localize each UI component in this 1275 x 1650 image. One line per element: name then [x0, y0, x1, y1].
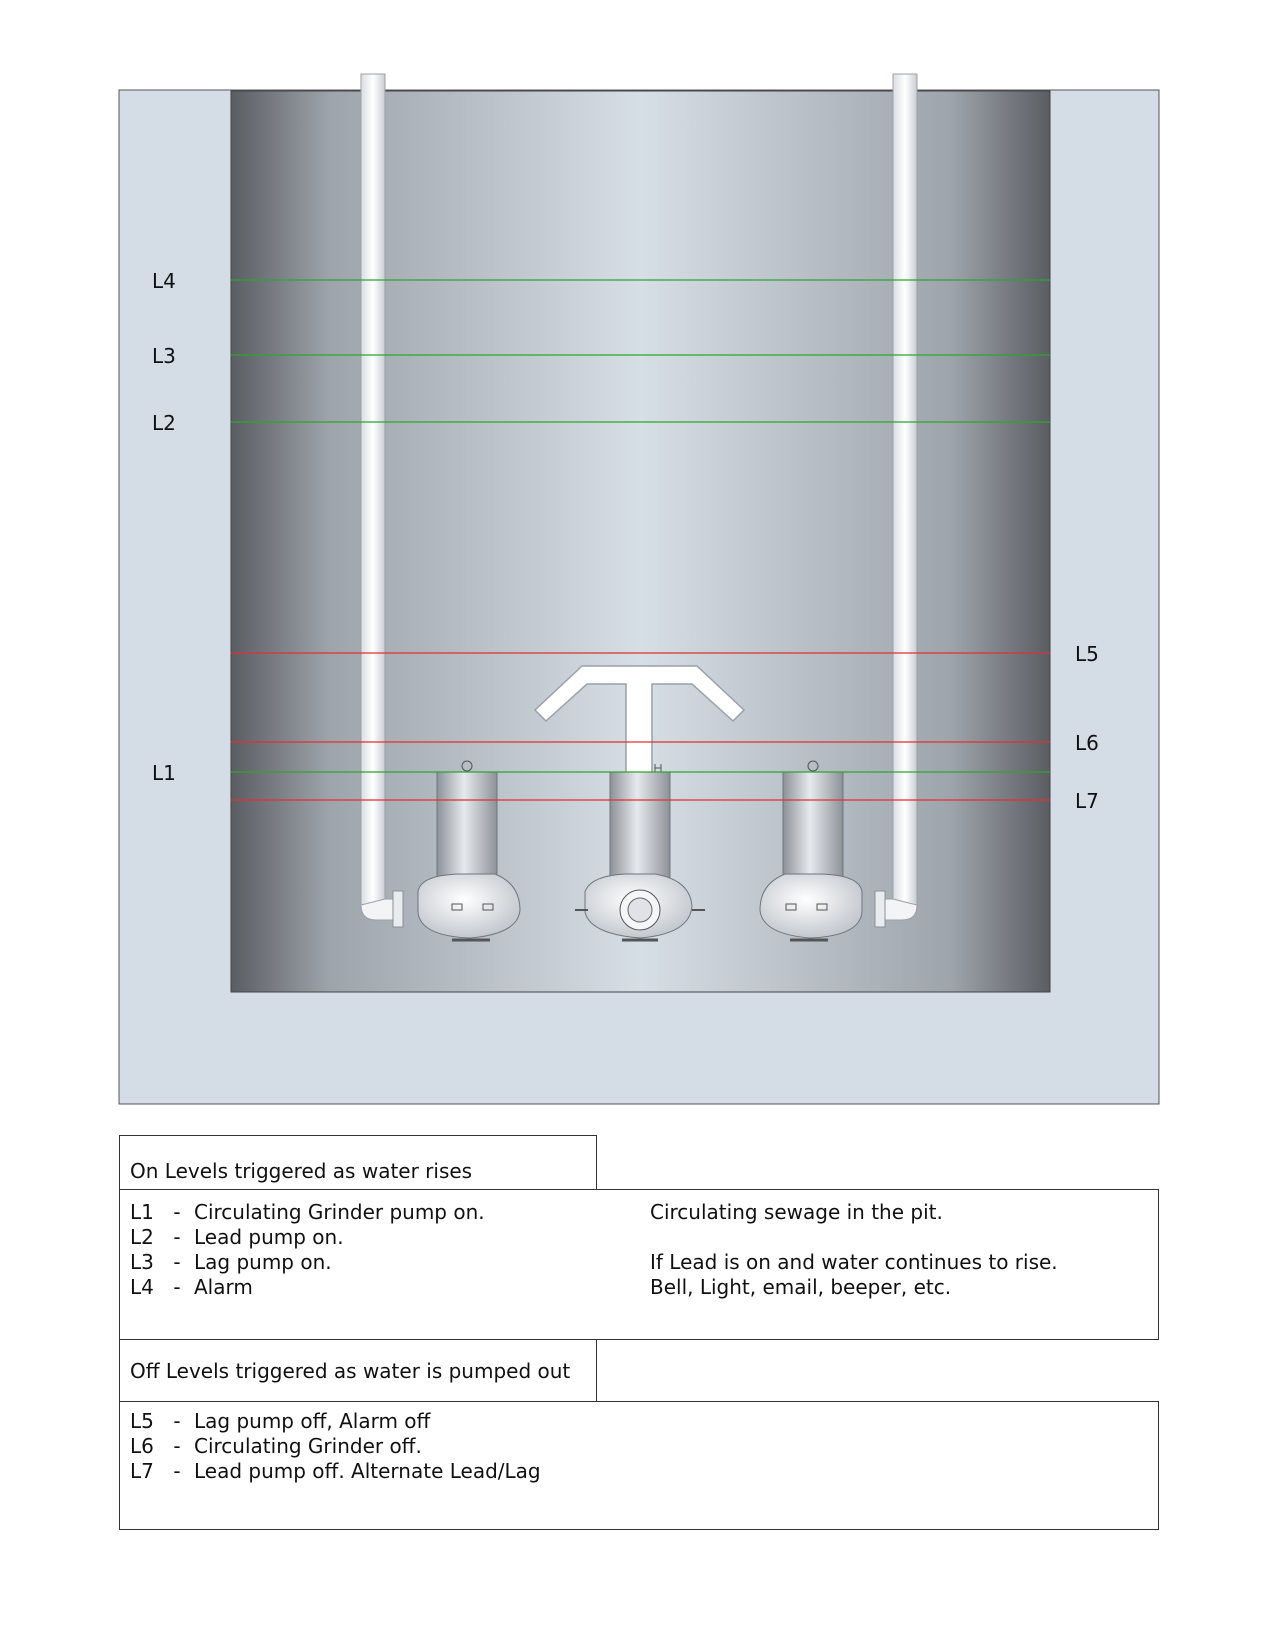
off-level-row: [130, 1409, 1158, 1434]
off-level-row: [130, 1459, 1158, 1484]
level-note: Circulating sewage in the pit.: [650, 1200, 943, 1224]
on-levels-header-text: On Levels triggered as water rises: [130, 1159, 473, 1183]
level-action: Lead pump off. Alternate Lead/Lag: [194, 1459, 541, 1483]
level-dash: -: [173, 1200, 181, 1224]
level-code: L6: [130, 1434, 154, 1458]
off-levels-header: [119, 1339, 597, 1402]
level-label-l2: L2: [152, 411, 176, 435]
off-levels-table: [119, 1401, 1159, 1530]
level-dash: -: [173, 1275, 181, 1299]
level-dash: -: [173, 1434, 181, 1458]
level-note: If Lead is on and water continues to rise.: [650, 1250, 1058, 1274]
level-label-l3: L3: [152, 344, 176, 368]
level-code: L2: [130, 1225, 154, 1249]
level-code: L3: [130, 1250, 154, 1274]
level-label-l4: L4: [152, 269, 176, 293]
level-label-l5: L5: [1075, 642, 1099, 666]
on-levels-header: [119, 1135, 597, 1190]
level-action: Lead pump on.: [194, 1225, 344, 1249]
on-levels-table: [119, 1189, 1159, 1340]
level-action: Circulating Grinder off.: [194, 1434, 422, 1458]
level-dash: -: [173, 1250, 181, 1274]
on-level-row: [130, 1225, 1158, 1250]
level-label-l7: L7: [1075, 789, 1099, 813]
level-action: Lag pump off, Alarm off: [194, 1409, 431, 1433]
on-level-row: [130, 1200, 1158, 1225]
level-action: Circulating Grinder pump on.: [194, 1200, 485, 1224]
level-code: L5: [130, 1409, 154, 1433]
level-code: L1: [130, 1200, 154, 1224]
level-dash: -: [173, 1225, 181, 1249]
on-level-row: [130, 1250, 1158, 1275]
on-level-row: [130, 1275, 1158, 1300]
off-levels-header-text: Off Levels triggered as water is pumped out: [130, 1358, 571, 1383]
level-action: Lag pump on.: [194, 1250, 332, 1274]
level-note: Bell, Light, email, beeper, etc.: [650, 1275, 952, 1299]
level-label-l6: L6: [1075, 731, 1099, 755]
level-code: L4: [130, 1275, 154, 1299]
level-action: Alarm: [194, 1275, 253, 1299]
level-dash: -: [173, 1409, 181, 1433]
off-level-row: [130, 1434, 1158, 1459]
level-dash: -: [173, 1459, 181, 1483]
level-label-l1: L1: [152, 761, 176, 785]
level-code: L7: [130, 1459, 154, 1483]
